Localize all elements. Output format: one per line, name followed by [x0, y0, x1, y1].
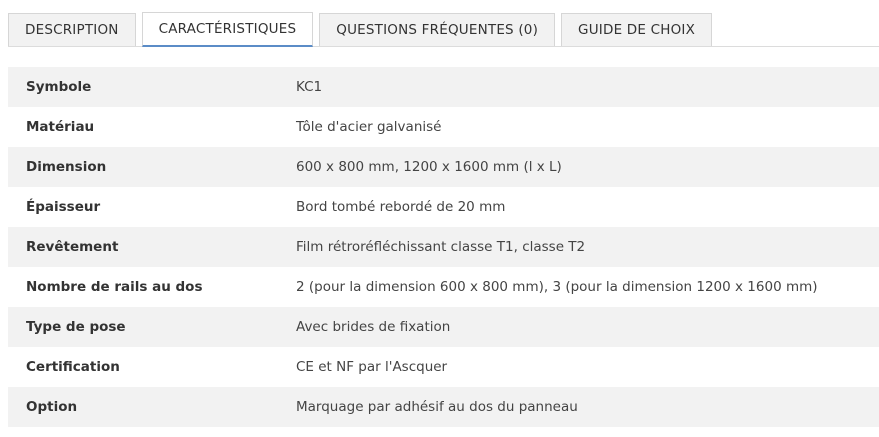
spec-value: Tôle d'acier galvanisé: [296, 119, 442, 135]
spec-row-revetement: [8, 227, 879, 267]
product-tabs: [8, 12, 879, 47]
spec-value: CE et NF par l'Ascquer: [296, 359, 448, 375]
spec-value: 2 (pour la dimension 600 x 800 mm), 3 (pour la dimension 1200 x 1600 mm): [296, 279, 818, 295]
spec-label: Épaisseur: [26, 199, 101, 215]
spec-value: Bord tombé rebordé de 20 mm: [296, 199, 506, 215]
spec-row-option: [8, 387, 879, 427]
spec-value: 600 x 800 mm, 1200 x 1600 mm (l x L): [296, 159, 562, 175]
spec-row-certification: [8, 347, 879, 387]
tab-questions-frequentes[interactable]: QUESTIONS FRÉQUENTES (0): [319, 13, 555, 46]
tab-description[interactable]: DESCRIPTION: [8, 13, 136, 46]
spec-row-epaisseur: [8, 187, 879, 227]
spec-value: Avec brides de fixation: [296, 319, 451, 335]
spec-label: Type de pose: [26, 319, 126, 335]
spec-label: Certification: [26, 359, 120, 375]
tab-caracteristiques[interactable]: CARACTÉRISTIQUES: [142, 12, 314, 47]
spec-row-type-de-pose: [8, 307, 879, 347]
spec-row-nombre-de-rails: [8, 267, 879, 307]
spec-value: Film rétroréfléchissant classe T1, classe T2: [296, 239, 586, 255]
tab-guide-de-choix[interactable]: GUIDE DE CHOIX: [561, 13, 712, 46]
spec-row-symbole: [8, 67, 879, 107]
spec-label: Revêtement: [26, 239, 119, 255]
spec-label: Option: [26, 399, 78, 415]
specifications-table: [8, 67, 879, 427]
spec-label: Matériau: [26, 119, 95, 135]
spec-row-dimension: [8, 147, 879, 187]
spec-label: Dimension: [26, 159, 107, 175]
spec-row-materiau: [8, 107, 879, 147]
spec-label: Nombre de rails au dos: [26, 279, 203, 295]
spec-value: KC1: [296, 79, 323, 95]
spec-value: Marquage par adhésif au dos du panneau: [296, 399, 578, 415]
spec-label: Symbole: [26, 79, 92, 95]
